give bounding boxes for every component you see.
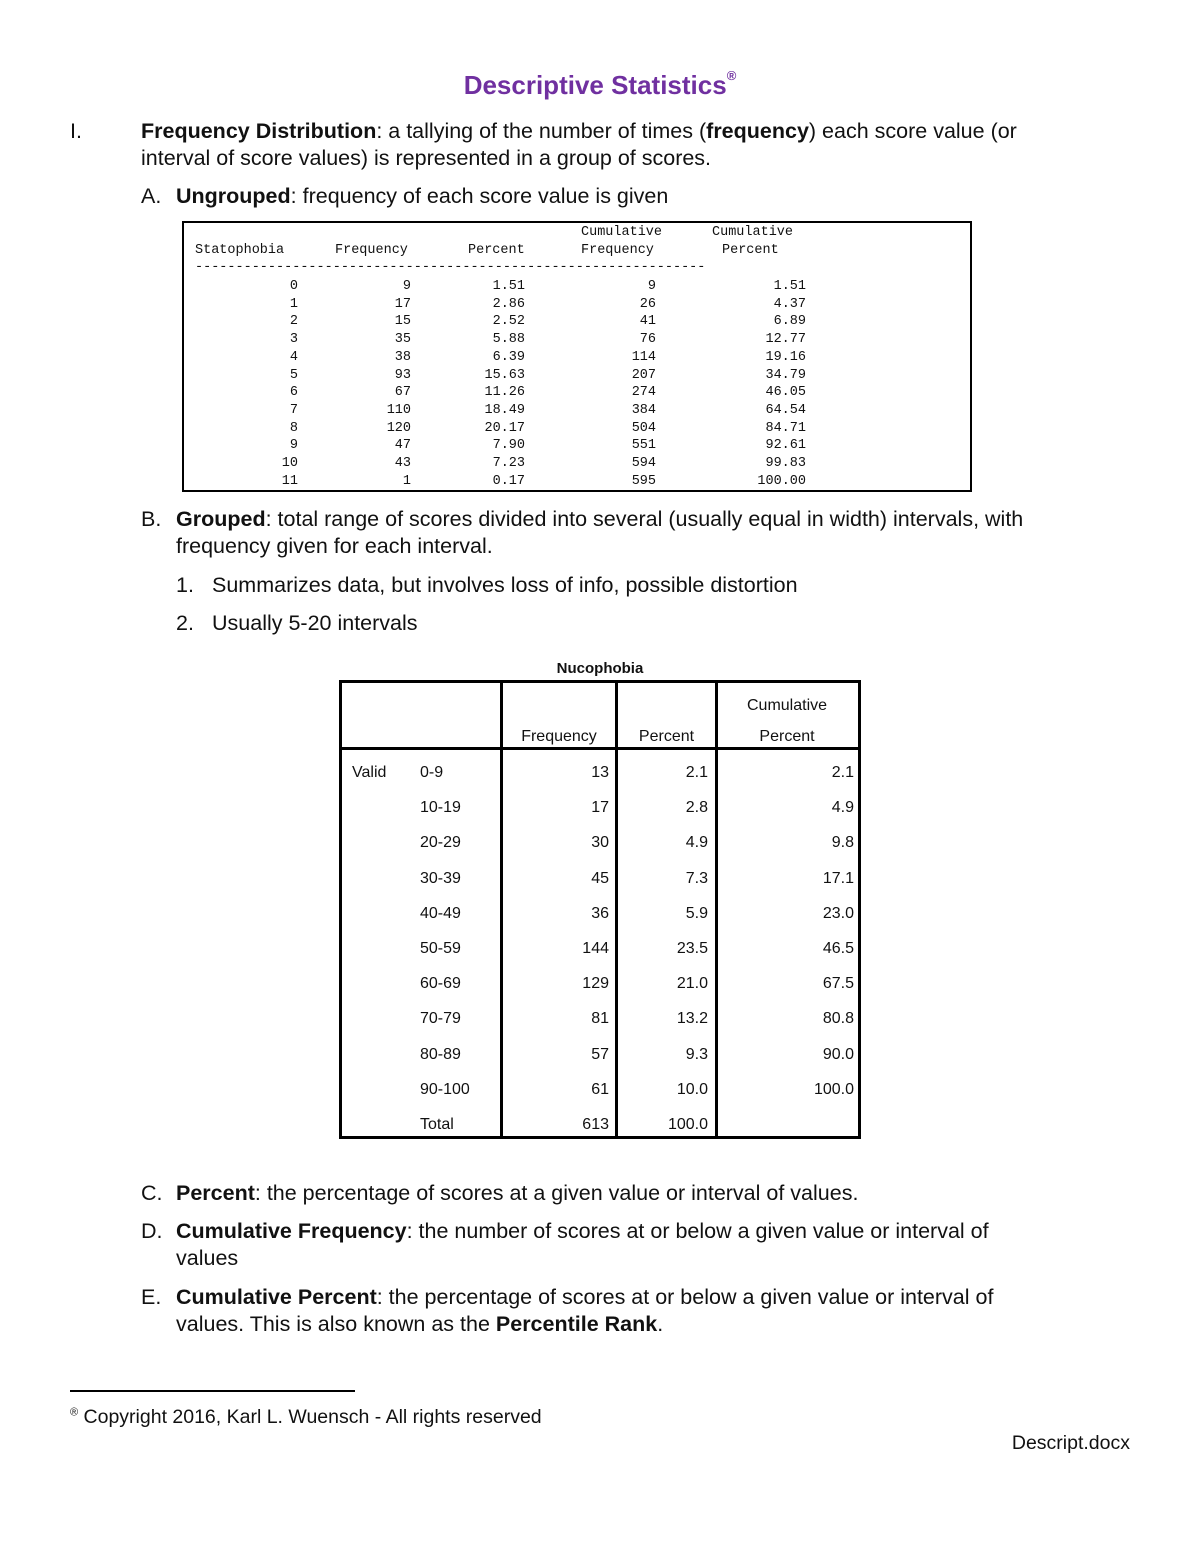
grouped-cell-cumulative-percent: 2.1 <box>831 764 854 781</box>
grouped-table-caption: Nucophobia <box>556 660 644 677</box>
grouped-cell-frequency: 144 <box>582 940 609 957</box>
ungrouped-cell-frequency: 67 <box>394 385 411 401</box>
total-frequency: 613 <box>582 1116 609 1133</box>
ungrouped-cell-percent: 1.51 <box>492 279 525 294</box>
grouped-cell-frequency: 129 <box>582 975 609 993</box>
ungrouped-cell-frequency: 120 <box>386 420 411 436</box>
ungrouped-cell-percent: 7.23 <box>492 456 525 471</box>
item-a-letter: A. <box>141 184 162 208</box>
item-e-letter: E. <box>141 1285 162 1309</box>
grouped-cell-frequency: 36 <box>591 904 609 922</box>
ungrouped-cell-percent: 2.86 <box>492 296 525 312</box>
ungrouped-cell-cum-frequency: 551 <box>631 438 656 454</box>
bold-frequency: frequency <box>706 119 809 143</box>
term-cumulative-percent: Cumulative Percent <box>176 1285 377 1309</box>
item-a-text <box>176 183 668 210</box>
grouped-cell-interval: 50-59 <box>420 940 461 957</box>
grouped-cell-cumulative-percent: 100.0 <box>813 1080 854 1098</box>
item-b-text <box>176 506 1166 533</box>
header-cumulative: Cumulative <box>746 697 828 714</box>
ungrouped-cell-frequency: 17 <box>394 296 411 312</box>
footnote-rule <box>70 1390 355 1392</box>
grouped-cell-interval: 70-79 <box>420 1010 461 1028</box>
ungrouped-cell-frequency: 47 <box>394 438 411 454</box>
title-text: Descriptive Statistics <box>463 70 727 100</box>
section-i-line2: interval of score values) is represented in a group of scores. <box>141 146 712 170</box>
grouped-cell-percent: 2.8 <box>685 799 708 817</box>
ungrouped-cell-score: 6 <box>289 385 298 401</box>
sub-1-text: Summarizes data, but involves loss of info, possible distortion <box>212 573 798 597</box>
valid-label: Valid <box>352 764 387 781</box>
ungrouped-cell-cum-frequency: 595 <box>631 473 656 489</box>
text-span: : the percentage of scores at or below a given value or interval of <box>376 1285 994 1309</box>
ungrouped-cell-cum-percent: 34.79 <box>765 367 806 383</box>
grouped-cell-interval: 30-39 <box>420 869 461 887</box>
ungrouped-cell-frequency: 15 <box>394 314 411 330</box>
footnote-mark: ® <box>70 1406 79 1419</box>
grouped-cell-interval: 10-19 <box>420 799 461 817</box>
ungrouped-cell-percent: 6.39 <box>492 349 525 365</box>
grouped-cell-cumulative-percent: 67.5 <box>822 975 854 993</box>
ungrouped-cell-cum-percent: 84.71 <box>765 420 806 436</box>
grouped-cell-interval: 60-69 <box>420 975 461 993</box>
grouped-cell-frequency: 45 <box>591 869 609 887</box>
ungrouped-cell-cum-percent: 99.83 <box>765 456 806 471</box>
sub-1-num: 1. <box>176 573 194 597</box>
ungrouped-cell-score: 9 <box>289 438 298 454</box>
ungrouped-cell-cum-percent: 100.00 <box>757 473 806 489</box>
term-frequency-distribution: Frequency Distribution <box>141 119 377 143</box>
text-span: : a tallying of the number of times ( <box>376 119 707 143</box>
header-cumulative-percent: Percent <box>759 728 815 745</box>
grouped-cell-percent: 21.0 <box>676 975 708 993</box>
grouped-cell-percent: 9.3 <box>685 1045 708 1063</box>
item-b-line2: frequency given for each interval. <box>176 534 493 558</box>
ungrouped-cell-cum-percent: 12.77 <box>765 332 806 348</box>
grouped-cell-cumulative-percent: 17.1 <box>822 869 854 887</box>
header-cum-freq-bottom: Frequency <box>581 243 654 258</box>
header-divider <box>342 747 858 750</box>
ungrouped-cell-score: 3 <box>289 332 298 348</box>
item-d-line2: values <box>176 1246 239 1270</box>
ungrouped-cell-cum-frequency: 384 <box>631 402 656 418</box>
total-percent: 100.0 <box>667 1116 708 1133</box>
grouped-cell-cumulative-percent: 9.8 <box>831 834 854 852</box>
grouped-cell-interval: 0-9 <box>420 764 444 781</box>
grouped-cell-cumulative-percent: 90.0 <box>822 1045 854 1063</box>
total-label: Total <box>420 1116 454 1133</box>
grouped-cell-cumulative-percent: 4.9 <box>831 799 854 817</box>
ungrouped-cell-cum-frequency: 114 <box>631 349 656 365</box>
separator-line: --------------------------------------------------------------- <box>195 260 706 275</box>
item-c-text <box>176 1180 858 1207</box>
text-span: : the number of scores at or below a given value or interval of <box>406 1219 989 1243</box>
item-d-text <box>176 1218 989 1245</box>
grouped-cell-percent: 10.0 <box>676 1080 708 1098</box>
ungrouped-cell-cum-percent: 46.05 <box>765 385 806 401</box>
section-i-line1 <box>141 118 1141 145</box>
filename: Descript.docx <box>1011 1432 1130 1454</box>
ungrouped-cell-score: 5 <box>289 367 298 383</box>
ungrouped-cell-cum-frequency: 9 <box>647 279 656 294</box>
text-span: : the percentage of scores at a given value or interval of values. <box>254 1181 859 1205</box>
term-cumulative-frequency: Cumulative Frequency <box>176 1219 407 1243</box>
ungrouped-cell-cum-percent: 64.54 <box>765 402 806 418</box>
sub-2-text: Usually 5-20 intervals <box>212 611 418 635</box>
term-ungrouped: Ungrouped <box>176 184 291 208</box>
page-title <box>0 70 1200 101</box>
ungrouped-cell-percent: 18.49 <box>484 402 525 418</box>
grouped-cell-frequency: 17 <box>591 799 609 817</box>
ungrouped-cell-cum-frequency: 26 <box>639 296 656 312</box>
header-percent: Percent <box>638 728 695 745</box>
grouped-cell-frequency: 30 <box>591 834 609 852</box>
grouped-cell-interval: 20-29 <box>420 834 461 852</box>
ungrouped-cell-frequency: 43 <box>394 456 411 471</box>
ungrouped-cell-percent: 15.63 <box>484 367 525 383</box>
item-e-text <box>176 1284 993 1311</box>
grouped-cell-percent: 7.3 <box>685 869 708 887</box>
ungrouped-cell-cum-frequency: 76 <box>639 332 656 348</box>
item-c-letter: C. <box>141 1181 163 1205</box>
grouped-cell-interval: 40-49 <box>420 904 461 922</box>
grouped-table <box>339 680 861 1139</box>
footnote <box>70 1406 542 1429</box>
text-span: ) each score value (or <box>808 119 1017 143</box>
sub-2-num: 2. <box>176 611 194 635</box>
ungrouped-cell-score: 0 <box>289 279 298 294</box>
ungrouped-cell-score: 1 <box>289 296 298 312</box>
ungrouped-cell-cum-frequency: 41 <box>639 314 656 330</box>
ungrouped-cell-percent: 7.90 <box>492 438 525 454</box>
ungrouped-cell-score: 11 <box>281 473 298 489</box>
registered-mark: ® <box>726 68 737 84</box>
text-span: : total range of scores divided into several (usually equal in width) intervals, with <box>265 507 1024 531</box>
ungrouped-cell-score: 7 <box>289 402 298 418</box>
ungrouped-cell-percent: 20.17 <box>484 420 525 436</box>
item-d-letter: D. <box>141 1219 163 1243</box>
grouped-cell-percent: 5.9 <box>685 904 708 922</box>
ungrouped-table <box>182 221 972 492</box>
grouped-cell-cumulative-percent: 80.8 <box>822 1010 854 1028</box>
header-statophobia: Statophobia <box>195 243 285 258</box>
ungrouped-cell-frequency: 35 <box>394 332 411 348</box>
ungrouped-cell-cum-percent: 19.16 <box>765 349 806 365</box>
text-span: . <box>657 1312 664 1336</box>
grouped-cell-cumulative-percent: 46.5 <box>822 940 854 957</box>
ungrouped-cell-frequency: 93 <box>394 367 411 383</box>
ungrouped-cell-cum-percent: 92.61 <box>765 438 806 454</box>
text-span: Copyright 2016, Karl L. Wuensch - All rights reserved <box>78 1406 542 1428</box>
grouped-cell-frequency: 57 <box>591 1045 609 1063</box>
header-frequency: Frequency <box>521 728 597 745</box>
ungrouped-cell-score: 8 <box>289 420 298 436</box>
grouped-cell-percent: 4.9 <box>685 834 708 852</box>
term-grouped: Grouped <box>176 507 266 531</box>
header-frequency: Frequency <box>335 243 408 258</box>
text-span: values. This is also known as the <box>176 1312 496 1336</box>
grouped-cell-interval: 90-100 <box>420 1080 470 1098</box>
grouped-cell-percent: 13.2 <box>676 1010 708 1028</box>
grouped-cell-frequency: 61 <box>591 1080 609 1098</box>
ungrouped-cell-cum-percent: 6.89 <box>773 314 806 330</box>
item-e-line2 <box>176 1311 663 1338</box>
ungrouped-cell-cum-frequency: 504 <box>631 420 656 436</box>
ungrouped-cell-percent: 2.52 <box>492 314 525 330</box>
header-cum-freq-top: Cumulative <box>581 225 663 240</box>
text-span: : frequency of each score value is given <box>290 184 669 208</box>
ungrouped-cell-cum-percent: 4.37 <box>773 296 806 312</box>
ungrouped-table-body <box>184 223 970 490</box>
grouped-cell-frequency: 81 <box>591 1010 609 1028</box>
ungrouped-cell-score: 10 <box>281 456 298 471</box>
header-percent: Percent <box>468 243 525 258</box>
ungrouped-cell-score: 2 <box>289 314 298 330</box>
section-numeral: I. <box>70 119 82 143</box>
ungrouped-cell-frequency: 38 <box>394 349 411 365</box>
ungrouped-cell-percent: 5.88 <box>492 332 525 348</box>
grouped-cell-frequency: 13 <box>591 764 609 781</box>
grouped-cell-percent: 23.5 <box>676 940 708 957</box>
ungrouped-cell-frequency: 1 <box>402 473 411 489</box>
ungrouped-cell-frequency: 110 <box>386 402 411 418</box>
ungrouped-cell-frequency: 9 <box>402 279 411 294</box>
ungrouped-cell-cum-frequency: 274 <box>631 385 656 401</box>
ungrouped-cell-cum-percent: 1.51 <box>773 279 806 294</box>
grouped-cell-percent: 2.1 <box>685 764 708 781</box>
ungrouped-cell-cum-frequency: 594 <box>631 456 656 471</box>
grouped-cell-cumulative-percent: 23.0 <box>822 904 854 922</box>
ungrouped-cell-score: 4 <box>289 349 298 365</box>
ungrouped-cell-percent: 11.26 <box>484 385 525 401</box>
ungrouped-cell-percent: 0.17 <box>492 473 525 489</box>
header-cum-pct-top: Cumulative <box>712 225 794 240</box>
ungrouped-cell-cum-frequency: 207 <box>631 367 656 383</box>
term-percentile-rank: Percentile Rank <box>495 1312 658 1336</box>
item-b-letter: B. <box>141 507 162 531</box>
header-cum-pct-bottom: Percent <box>722 243 779 258</box>
term-percent: Percent <box>176 1181 255 1205</box>
grouped-cell-interval: 80-89 <box>420 1045 461 1063</box>
